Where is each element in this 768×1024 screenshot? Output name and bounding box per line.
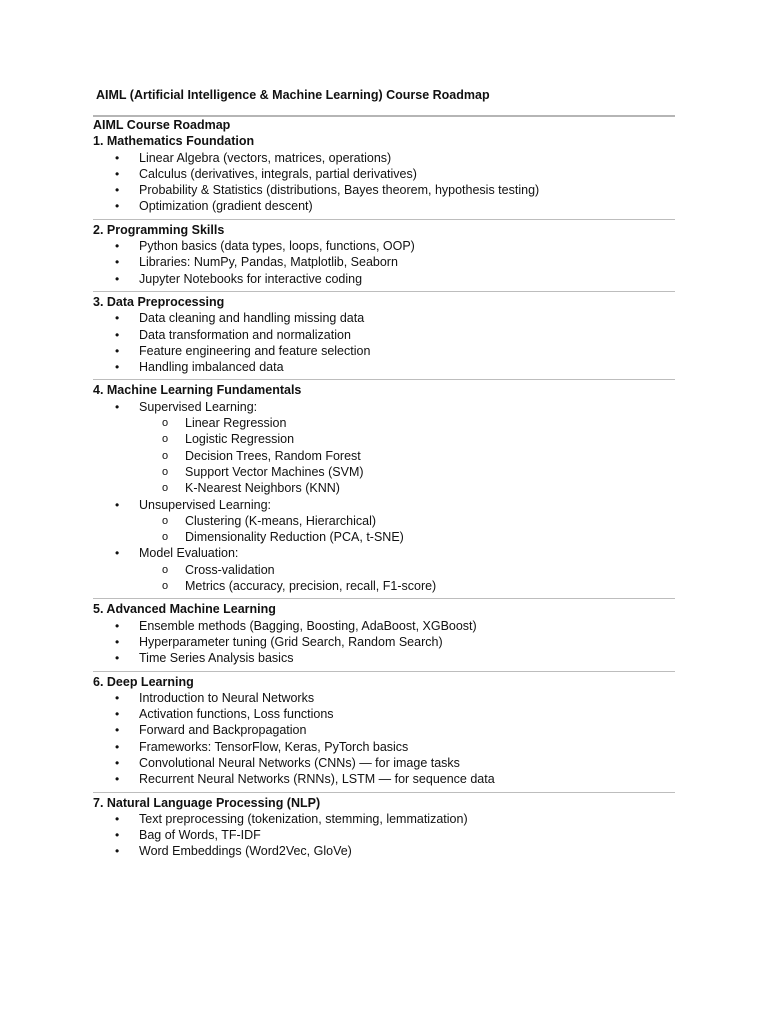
list-item-text: Feature engineering and feature selection xyxy=(139,343,371,358)
list-item-text: Frameworks: TensorFlow, Keras, PyTorch basics xyxy=(139,739,409,754)
list-item-text: Ensemble methods (Bagging, Boosting, AdaBoost, XGBoost) xyxy=(139,618,477,633)
bullet-icon: • xyxy=(115,707,120,722)
circle-bullet-icon: o xyxy=(162,563,169,576)
bullet-icon: • xyxy=(115,183,120,198)
list-item xyxy=(93,238,675,254)
list-item xyxy=(93,690,675,706)
list-item xyxy=(93,271,675,287)
document-subtitle: AIML Course Roadmap xyxy=(93,118,231,132)
section-heading: 3. Data Preprocessing xyxy=(93,294,225,309)
list-item xyxy=(93,827,675,843)
bullet-icon: • xyxy=(115,755,120,770)
bullet-icon: • xyxy=(115,311,120,326)
circle-bullet-icon: o xyxy=(162,482,169,495)
bullet-icon: • xyxy=(115,271,120,286)
section-heading: 2. Programming Skills xyxy=(93,222,225,237)
bullet-icon: • xyxy=(115,255,120,270)
list-item-text: Hyperparameter tuning (Grid Search, Random Search) xyxy=(139,634,443,649)
bullet-icon: • xyxy=(115,360,120,375)
list-item xyxy=(93,634,675,650)
list-item-text: Jupyter Notebooks for interactive coding xyxy=(139,271,363,286)
list-item xyxy=(93,150,675,166)
bullet-icon: • xyxy=(115,343,120,358)
roadmap-section xyxy=(93,380,675,598)
sub-list-item-text: K-Nearest Neighbors (KNN) xyxy=(185,481,340,496)
circle-bullet-icon: o xyxy=(162,449,169,462)
list-item-text: Supervised Learning: xyxy=(139,399,258,414)
sub-list-item xyxy=(139,529,675,545)
sub-bullet-list xyxy=(139,415,675,496)
list-item xyxy=(93,399,675,497)
bullet-icon: • xyxy=(115,651,120,666)
list-item xyxy=(93,198,675,214)
list-item xyxy=(93,327,675,343)
list-item xyxy=(93,811,675,827)
list-item-text: Word Embeddings (Word2Vec, GloVe) xyxy=(139,844,352,859)
bullet-icon: • xyxy=(115,723,120,738)
list-item-text: Calculus (derivatives, integrals, partial derivatives) xyxy=(139,166,417,181)
list-item-text: Python basics (data types, loops, functions, OOP) xyxy=(139,239,415,254)
circle-bullet-icon: o xyxy=(162,514,169,527)
circle-bullet-icon: o xyxy=(162,465,169,478)
roadmap-section xyxy=(93,133,675,218)
bullet-icon: • xyxy=(115,546,120,561)
sub-list-item-text: Decision Trees, Random Forest xyxy=(185,448,361,463)
list-item xyxy=(93,359,675,375)
roadmap-section xyxy=(93,793,675,864)
circle-bullet-icon: o xyxy=(162,417,169,430)
list-item xyxy=(93,722,675,738)
list-item xyxy=(93,843,675,859)
bullet-icon: • xyxy=(115,150,120,165)
circle-bullet-icon: o xyxy=(162,580,169,593)
list-item xyxy=(93,706,675,722)
roadmap-section xyxy=(93,672,675,792)
sub-list-item-text: Clustering (K-means, Hierarchical) xyxy=(185,513,377,528)
document-title: AIML (Artificial Intelligence & Machine Learning) Course Roadmap xyxy=(96,88,490,102)
roadmap-section xyxy=(93,220,675,291)
list-item-text: Linear Algebra (vectors, matrices, operations) xyxy=(139,150,392,165)
list-item xyxy=(93,545,675,594)
list-item xyxy=(93,771,675,787)
sub-list-item xyxy=(139,431,675,447)
sub-list-item-text: Linear Regression xyxy=(185,416,287,431)
sub-list-item xyxy=(139,464,675,480)
list-item-text: Forward and Backpropagation xyxy=(139,723,307,738)
sub-list-item xyxy=(139,578,675,594)
bullet-list xyxy=(93,310,675,375)
list-item xyxy=(93,310,675,326)
list-item-text: Probability & Statistics (distributions, Bayes theorem, hypothesis testing) xyxy=(139,183,540,198)
bullet-list xyxy=(93,150,675,215)
list-item-text: Introduction to Neural Networks xyxy=(139,690,315,705)
section-heading: 6. Deep Learning xyxy=(93,674,194,689)
list-item-text: Time Series Analysis basics xyxy=(139,651,294,666)
bullet-icon: • xyxy=(115,690,120,705)
bullet-icon: • xyxy=(115,399,120,414)
bullet-list xyxy=(93,399,675,595)
list-item-text: Optimization (gradient descent) xyxy=(139,199,313,214)
list-item-text: Data cleaning and handling missing data xyxy=(139,311,365,326)
section-heading: 1. Mathematics Foundation xyxy=(93,134,255,149)
section-heading: 7. Natural Language Processing (NLP) xyxy=(93,795,321,810)
bullet-list xyxy=(93,811,675,860)
bullet-icon: • xyxy=(115,811,120,826)
list-item-text: Activation functions, Loss functions xyxy=(139,707,334,722)
list-item xyxy=(93,650,675,666)
bullet-icon: • xyxy=(115,739,120,754)
bullet-icon: • xyxy=(115,618,120,633)
bullet-icon: • xyxy=(115,828,120,843)
list-item xyxy=(93,343,675,359)
list-item xyxy=(93,497,675,546)
bullet-icon: • xyxy=(115,239,120,254)
list-item-text: Data transformation and normalization xyxy=(139,327,351,342)
list-item xyxy=(93,254,675,270)
list-item xyxy=(93,618,675,634)
sub-list-item-text: Support Vector Machines (SVM) xyxy=(185,464,364,479)
circle-bullet-icon: o xyxy=(162,433,169,446)
list-item-text: Convolutional Neural Networks (CNNs) — for image tasks xyxy=(139,755,460,770)
bullet-icon: • xyxy=(115,634,120,649)
section-heading: 5. Advanced Machine Learning xyxy=(93,602,276,617)
list-item xyxy=(93,739,675,755)
bullet-icon: • xyxy=(115,166,120,181)
sub-list-item xyxy=(139,513,675,529)
list-item xyxy=(93,755,675,771)
sub-list-item-text: Logistic Regression xyxy=(185,432,295,447)
list-item-text: Recurrent Neural Networks (RNNs), LSTM — for sequence data xyxy=(139,772,495,787)
sub-list-item xyxy=(139,562,675,578)
bullet-icon: • xyxy=(115,772,120,787)
list-item-text: Unsupervised Learning: xyxy=(139,497,272,512)
sub-list-item xyxy=(139,448,675,464)
sub-list-item-text: Cross-validation xyxy=(185,562,275,577)
circle-bullet-icon: o xyxy=(162,531,169,544)
bullet-icon: • xyxy=(115,497,120,512)
sub-list-item-text: Dimensionality Reduction (PCA, t-SNE) xyxy=(185,530,404,545)
list-item xyxy=(93,166,675,182)
list-item-text: Handling imbalanced data xyxy=(139,360,284,375)
bullet-icon: • xyxy=(115,199,120,214)
bullet-icon: • xyxy=(115,327,120,342)
bullet-list xyxy=(93,690,675,788)
sub-list-item xyxy=(139,415,675,431)
roadmap-section xyxy=(93,292,675,379)
list-item-text: Model Evaluation: xyxy=(139,546,239,561)
bullet-list xyxy=(93,618,675,667)
list-item-text: Text preprocessing (tokenization, stemming, lemmatization) xyxy=(139,811,468,826)
bullet-icon: • xyxy=(115,844,120,859)
sub-list-item-text: Metrics (accuracy, precision, recall, F1-score) xyxy=(185,579,437,594)
section-heading: 4. Machine Learning Fundamentals xyxy=(93,383,302,398)
list-item-text: Bag of Words, TF-IDF xyxy=(139,828,261,843)
document-page xyxy=(93,86,675,864)
sections-container xyxy=(93,117,675,864)
sub-bullet-list xyxy=(139,562,675,595)
list-item xyxy=(93,182,675,198)
sub-list-item xyxy=(139,480,675,496)
roadmap-section xyxy=(93,599,675,670)
sub-bullet-list xyxy=(139,513,675,546)
list-item-text: Libraries: NumPy, Pandas, Matplotlib, Seaborn xyxy=(139,255,398,270)
bullet-list xyxy=(93,238,675,287)
